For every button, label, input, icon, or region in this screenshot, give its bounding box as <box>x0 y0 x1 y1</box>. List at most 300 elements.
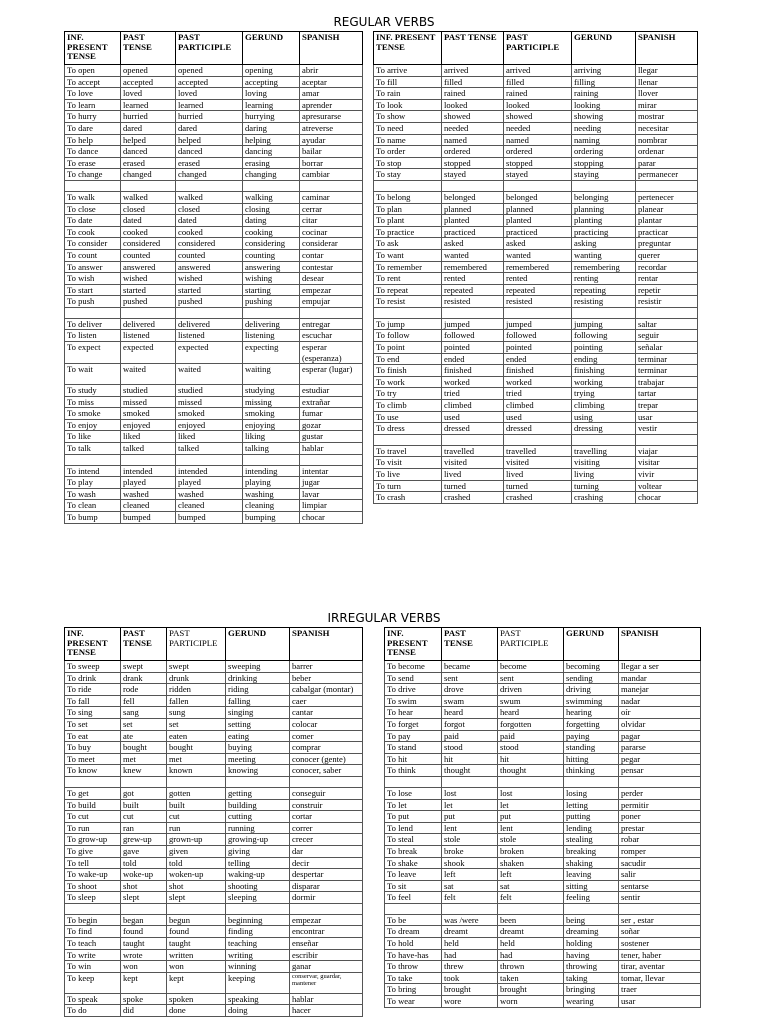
spanish-cell: mostrar <box>636 111 698 123</box>
spanish-cell: traer <box>619 984 701 996</box>
verb-row <box>65 718 363 730</box>
past-participle-cell: built <box>167 799 226 811</box>
past-participle-cell: had <box>498 949 564 961</box>
gerund-cell: swimming <box>564 695 619 707</box>
spanish-cell: visitar <box>636 457 698 469</box>
gerund-cell: stopping <box>572 157 636 169</box>
spanish-cell: nombrar <box>636 134 698 146</box>
gerund-cell: letting <box>564 799 619 811</box>
past-tense-cell: woke-up <box>121 869 167 881</box>
spacer-row <box>385 903 701 914</box>
past-participle-cell: delivered <box>176 318 243 330</box>
past-tense-cell: threw <box>442 961 498 973</box>
past-participle-cell: hit <box>498 753 564 765</box>
spanish-cell: aceptar <box>300 76 363 88</box>
past-participle-cell: filled <box>504 76 572 88</box>
spanish-cell: estudiar <box>300 385 363 397</box>
spanish-cell: encontrar <box>290 926 363 938</box>
past-participle-cell: rained <box>504 88 572 100</box>
past-tense-cell: ordered <box>442 146 504 158</box>
past-participle-cell: been <box>498 914 564 926</box>
header-past-tense: PAST TENSE <box>121 628 167 661</box>
verb-row <box>374 318 698 330</box>
header-past-participle: PAST PARTICIPLE <box>504 32 572 65</box>
past-participle-cell: taken <box>498 972 564 984</box>
past-participle-cell: travelled <box>504 445 572 457</box>
infinitive-cell: To shake <box>385 857 442 869</box>
gerund-cell: knowing <box>226 765 290 777</box>
table-header-row <box>65 628 363 661</box>
infinitive-cell: To wait <box>65 364 121 385</box>
past-tense-cell: wanted <box>442 249 504 261</box>
infinitive-cell: To sleep <box>65 892 121 904</box>
infinitive-cell: To begin <box>65 914 121 926</box>
past-participle-cell: played <box>176 477 243 489</box>
past-participle-cell: met <box>167 753 226 765</box>
gerund-cell: looking <box>572 99 636 111</box>
empty-cell <box>243 454 300 465</box>
past-participle-cell: used <box>504 411 572 423</box>
header-infinitive: INF. PRESENT TENSE <box>65 628 121 661</box>
verb-row <box>374 445 698 457</box>
spanish-cell: tartar <box>636 388 698 400</box>
past-tense-cell: dared <box>121 122 176 134</box>
gerund-cell: listening <box>243 330 300 342</box>
spanish-cell: chocar <box>300 512 363 524</box>
spanish-cell: robar <box>619 834 701 846</box>
spanish-cell: permanecer <box>636 169 698 181</box>
spanish-cell: aprender <box>300 99 363 111</box>
past-tense-cell: knew <box>121 765 167 777</box>
spanish-cell: usar <box>619 996 701 1008</box>
verb-row <box>65 88 363 100</box>
infinitive-cell: To hold <box>385 938 442 950</box>
infinitive-cell: To tell <box>65 857 121 869</box>
empty-cell <box>290 903 363 914</box>
spanish-cell: manejar <box>619 684 701 696</box>
infinitive-cell: To wake-up <box>65 869 121 881</box>
gerund-cell: riding <box>226 684 290 696</box>
empty-cell <box>572 434 636 445</box>
verb-row <box>385 765 701 777</box>
gerund-cell: playing <box>243 477 300 489</box>
spanish-cell: llegar <box>636 65 698 77</box>
past-tense-cell: rained <box>442 88 504 100</box>
past-tense-cell: grew-up <box>121 834 167 846</box>
past-tense-cell: walked <box>121 191 176 203</box>
empty-cell <box>442 180 504 191</box>
spanish-cell: usar <box>636 411 698 423</box>
past-participle-cell: liked <box>176 431 243 443</box>
gerund-cell: wearing <box>564 996 619 1008</box>
spanish-cell: considerar <box>300 238 363 250</box>
past-tense-cell: wore <box>442 996 498 1008</box>
past-participle-cell: walked <box>176 191 243 203</box>
regular-verbs-table-left <box>64 31 363 524</box>
verb-row <box>65 122 363 134</box>
infinitive-cell: To fall <box>65 695 121 707</box>
past-participle-cell: felt <box>498 892 564 904</box>
verb-row <box>65 465 363 477</box>
past-participle-cell: counted <box>176 249 243 261</box>
verb-row <box>385 811 701 823</box>
past-participle-cell: missed <box>176 396 243 408</box>
past-tense-cell: practiced <box>442 226 504 238</box>
infinitive-cell: To push <box>65 296 121 308</box>
past-tense-cell: put <box>442 811 498 823</box>
verb-row <box>374 226 698 238</box>
infinitive-cell: To lose <box>385 787 442 799</box>
past-tense-cell: spoke <box>121 993 167 1005</box>
empty-cell <box>300 180 363 191</box>
infinitive-cell: To listen <box>65 330 121 342</box>
past-participle-cell: turned <box>504 480 572 492</box>
gerund-cell: living <box>572 469 636 481</box>
past-tense-cell: danced <box>121 146 176 158</box>
gerund-cell: hearing <box>564 707 619 719</box>
spanish-cell: planear <box>636 203 698 215</box>
spanish-cell: empezar <box>300 284 363 296</box>
verb-row <box>385 718 701 730</box>
empty-cell <box>65 307 121 318</box>
verb-row <box>374 134 698 146</box>
past-tense-cell: accepted <box>121 76 176 88</box>
infinitive-cell: To shoot <box>65 880 121 892</box>
past-participle-cell: answered <box>176 261 243 273</box>
infinitive-cell: To work <box>374 376 442 388</box>
spanish-cell: terminar <box>636 353 698 365</box>
past-participle-cell: held <box>498 938 564 950</box>
infinitive-cell: To do <box>65 1005 121 1017</box>
spanish-cell: dar <box>290 845 363 857</box>
past-participle-cell: enjoyed <box>176 419 243 431</box>
infinitive-cell: To open <box>65 65 121 77</box>
past-tense-cell: felt <box>442 892 498 904</box>
empty-cell <box>374 307 442 318</box>
past-tense-cell: rented <box>442 273 504 285</box>
spacer-row <box>65 307 363 318</box>
spanish-cell: parar <box>636 157 698 169</box>
past-participle-cell: belonged <box>504 191 572 203</box>
verb-row <box>65 500 363 512</box>
verb-row <box>65 822 363 834</box>
gerund-cell: shooting <box>226 880 290 892</box>
gerund-cell: pushing <box>243 296 300 308</box>
spanish-cell: disparar <box>290 880 363 892</box>
spanish-cell: barrer <box>290 661 363 673</box>
spanish-cell: pagar <box>619 730 701 742</box>
verb-row <box>65 938 363 950</box>
spanish-cell: desear <box>300 273 363 285</box>
verb-row <box>374 88 698 100</box>
verb-row <box>374 238 698 250</box>
past-participle-cell: remembered <box>504 261 572 273</box>
spanish-cell: querer <box>636 249 698 261</box>
past-tense-cell: learned <box>121 99 176 111</box>
past-tense-cell: played <box>121 477 176 489</box>
past-tense-cell: filled <box>442 76 504 88</box>
verb-row <box>65 1005 363 1017</box>
verb-row <box>385 914 701 926</box>
gerund-cell: putting <box>564 811 619 823</box>
empty-cell <box>65 454 121 465</box>
infinitive-cell: To intend <box>65 465 121 477</box>
infinitive-cell: To wear <box>385 996 442 1008</box>
infinitive-cell: To follow <box>374 330 442 342</box>
past-participle-cell: broken <box>498 845 564 857</box>
past-tense-cell: fell <box>121 695 167 707</box>
past-participle-cell: named <box>504 134 572 146</box>
empty-cell <box>564 776 619 787</box>
verb-row <box>374 400 698 412</box>
gerund-cell: taking <box>564 972 619 984</box>
verb-row <box>374 169 698 181</box>
regular-verbs-title: REGULAR VERBS <box>333 15 435 29</box>
past-participle-cell: found <box>167 926 226 938</box>
spacer-row <box>385 776 701 787</box>
gerund-cell: filling <box>572 76 636 88</box>
infinitive-cell: To put <box>385 811 442 823</box>
past-participle-cell: put <box>498 811 564 823</box>
past-participle-cell: left <box>498 869 564 881</box>
verb-row <box>65 972 363 993</box>
past-tense-cell: crashed <box>442 492 504 504</box>
past-participle-cell: visited <box>504 457 572 469</box>
gerund-cell: becoming <box>564 661 619 673</box>
verb-row <box>65 146 363 158</box>
verb-row <box>374 342 698 354</box>
gerund-cell: daring <box>243 122 300 134</box>
infinitive-cell: To swim <box>385 695 442 707</box>
gerund-cell: meeting <box>226 753 290 765</box>
gerund-cell: cooking <box>243 226 300 238</box>
empty-cell <box>442 434 504 445</box>
infinitive-cell: To count <box>65 249 121 261</box>
verb-row <box>385 961 701 973</box>
empty-cell <box>385 903 442 914</box>
gerund-cell: bringing <box>564 984 619 996</box>
infinitive-cell: To forget <box>385 718 442 730</box>
spanish-cell: perder <box>619 787 701 799</box>
gerund-cell: doing <box>226 1005 290 1017</box>
past-tense-cell: delivered <box>121 318 176 330</box>
past-participle-cell: closed <box>176 203 243 215</box>
infinitive-cell: To change <box>65 169 121 181</box>
spacer-row <box>65 776 363 787</box>
past-tense-cell: dated <box>121 215 176 227</box>
past-participle-cell: lent <box>498 822 564 834</box>
past-participle-cell: forgotten <box>498 718 564 730</box>
empty-cell <box>65 903 121 914</box>
spanish-cell: enseñar <box>290 938 363 950</box>
past-participle-cell: bought <box>167 742 226 754</box>
gerund-cell: waiting <box>243 364 300 385</box>
gerund-cell: hitting <box>564 753 619 765</box>
past-tense-cell: stood <box>442 742 498 754</box>
infinitive-cell: To write <box>65 949 121 961</box>
infinitive-cell: To steal <box>385 834 442 846</box>
past-participle-cell: won <box>167 961 226 973</box>
spanish-cell: construir <box>290 799 363 811</box>
spanish-cell: conseguir <box>290 787 363 799</box>
past-tense-cell: had <box>442 949 498 961</box>
empty-cell <box>176 454 243 465</box>
header-past-tense: PAST TENSE <box>121 32 176 65</box>
past-participle-cell: shaken <box>498 857 564 869</box>
spanish-cell: escuchar <box>300 330 363 342</box>
past-participle-cell: done <box>167 1005 226 1017</box>
past-tense-cell: paid <box>442 730 498 742</box>
empty-cell <box>504 434 572 445</box>
spanish-cell: mirar <box>636 99 698 111</box>
spanish-cell: sentir <box>619 892 701 904</box>
spanish-cell: ordenar <box>636 146 698 158</box>
past-tense-cell: waited <box>121 364 176 385</box>
past-participle-cell: studied <box>176 385 243 397</box>
past-participle-cell: taught <box>167 938 226 950</box>
spanish-cell: pertenecer <box>636 191 698 203</box>
past-tense-cell: sang <box>121 707 167 719</box>
spanish-cell: oír <box>619 707 701 719</box>
infinitive-cell: To remember <box>374 261 442 273</box>
header-spanish: SPANISH <box>636 32 698 65</box>
gerund-cell: lending <box>564 822 619 834</box>
spanish-cell: señalar <box>636 342 698 354</box>
past-tense-cell: cooked <box>121 226 176 238</box>
infinitive-cell: To climb <box>374 400 442 412</box>
gerund-cell: falling <box>226 695 290 707</box>
spanish-cell: conservar, guardar, mantener <box>290 972 363 993</box>
past-tense-cell: showed <box>442 111 504 123</box>
infinitive-cell: To keep <box>65 972 121 993</box>
gerund-cell: turning <box>572 480 636 492</box>
spanish-cell: viajar <box>636 445 698 457</box>
empty-cell <box>167 903 226 914</box>
gerund-cell: running <box>226 822 290 834</box>
past-tense-cell: loved <box>121 88 176 100</box>
spanish-cell: lavar <box>300 488 363 500</box>
infinitive-cell: To rent <box>374 273 442 285</box>
past-tense-cell: remembered <box>442 261 504 273</box>
verb-row <box>385 857 701 869</box>
past-tense-cell: planned <box>442 203 504 215</box>
past-participle-cell: practiced <box>504 226 572 238</box>
infinitive-cell: To clean <box>65 500 121 512</box>
infinitive-cell: To look <box>374 99 442 111</box>
verb-row <box>374 99 698 111</box>
past-participle-cell: waited <box>176 364 243 385</box>
past-tense-cell: found <box>121 926 167 938</box>
verb-row <box>374 65 698 77</box>
verb-row <box>374 76 698 88</box>
infinitive-cell: To grow-up <box>65 834 121 846</box>
past-participle-cell: written <box>167 949 226 961</box>
verb-row <box>65 111 363 123</box>
gerund-cell: erasing <box>243 157 300 169</box>
infinitive-cell: To sweep <box>65 661 121 673</box>
past-tense-cell: expected <box>121 342 176 364</box>
past-tense-cell: slept <box>121 892 167 904</box>
gerund-cell: leaving <box>564 869 619 881</box>
infinitive-cell: To send <box>385 672 442 684</box>
verb-row <box>65 811 363 823</box>
gerund-cell: showing <box>572 111 636 123</box>
verb-row <box>65 869 363 881</box>
spanish-cell: repetir <box>636 284 698 296</box>
past-participle-cell: ridden <box>167 684 226 696</box>
gerund-cell: loving <box>243 88 300 100</box>
empty-cell <box>226 776 290 787</box>
verb-row <box>65 857 363 869</box>
spanish-cell: hablar <box>290 993 363 1005</box>
empty-cell <box>300 454 363 465</box>
past-tense-cell: travelled <box>442 445 504 457</box>
verb-row <box>65 914 363 926</box>
verb-row <box>65 169 363 181</box>
past-tense-cell: enjoyed <box>121 419 176 431</box>
infinitive-cell: To dance <box>65 146 121 158</box>
past-tense-cell: considered <box>121 238 176 250</box>
past-participle-cell: stayed <box>504 169 572 181</box>
past-participle-cell: jumped <box>504 318 572 330</box>
spanish-cell: cambiar <box>300 169 363 181</box>
gerund-cell: throwing <box>564 961 619 973</box>
verb-row <box>65 845 363 857</box>
spanish-cell: correr <box>290 822 363 834</box>
past-tense-cell: stayed <box>442 169 504 181</box>
infinitive-cell: To be <box>385 914 442 926</box>
past-participle-cell: set <box>167 718 226 730</box>
past-participle-cell: kept <box>167 972 226 993</box>
infinitive-cell: To wish <box>65 273 121 285</box>
gerund-cell: considering <box>243 238 300 250</box>
gerund-cell: climbing <box>572 400 636 412</box>
past-participle-cell: cut <box>167 811 226 823</box>
verb-row <box>65 284 363 296</box>
gerund-cell: following <box>572 330 636 342</box>
spanish-cell: permitir <box>619 799 701 811</box>
past-tense-cell: shot <box>121 880 167 892</box>
verb-row <box>385 730 701 742</box>
spanish-cell: bailar <box>300 146 363 158</box>
infinitive-cell: To know <box>65 765 121 777</box>
gerund-cell: cutting <box>226 811 290 823</box>
infinitive-cell: To expect <box>65 342 121 364</box>
past-tense-cell: brought <box>442 984 498 996</box>
header-infinitive: INF. PRESENT TENSE <box>385 628 442 661</box>
empty-cell <box>300 307 363 318</box>
spanish-cell: terminar <box>636 365 698 377</box>
infinitive-cell: To dream <box>385 926 442 938</box>
past-tense-cell: studied <box>121 385 176 397</box>
header-gerund: GERUND <box>564 628 619 661</box>
past-tense-cell: wrote <box>121 949 167 961</box>
past-tense-cell: dressed <box>442 423 504 435</box>
past-participle-cell: planted <box>504 215 572 227</box>
spanish-cell: escribir <box>290 949 363 961</box>
infinitive-cell: To set <box>65 718 121 730</box>
gerund-cell: staying <box>572 169 636 181</box>
gerund-cell: thinking <box>564 765 619 777</box>
empty-cell <box>636 434 698 445</box>
verb-row <box>65 488 363 500</box>
verb-row <box>65 342 363 364</box>
past-tense-cell: visited <box>442 457 504 469</box>
verb-row <box>374 296 698 308</box>
gerund-cell: expecting <box>243 342 300 364</box>
spanish-cell: trepar <box>636 400 698 412</box>
past-participle-cell: shot <box>167 880 226 892</box>
